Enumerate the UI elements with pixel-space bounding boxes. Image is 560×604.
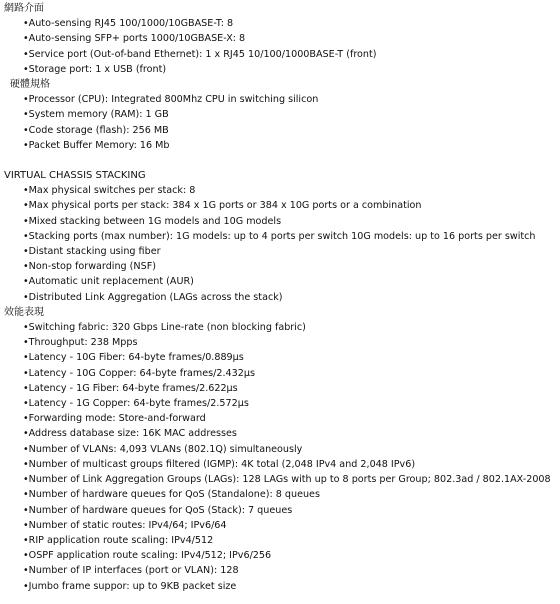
spec-item: •RIP application route scaling: IPv4/512 — [23, 534, 214, 546]
spec-item: •Stacking ports (max number): 1G models: up to 4 ports per switch 10G models: up to 16 ports per switch — [23, 230, 536, 242]
spec-item: •Latency - 1G Fiber: 64-byte frames/2.622µs — [23, 382, 238, 394]
spec-item: •Code storage (flash): 256 MB — [23, 124, 169, 136]
spec-item: •Jumbo frame suppor: up to 9KB packet size — [23, 580, 237, 592]
spec-item: •Non-stop forwarding (NSF) — [23, 261, 156, 273]
spec-item: •Packet Buffer Memory: 16 Mb — [23, 139, 170, 151]
spec-item: •Number of hardware queues for QoS (Standalone): 8 queues — [23, 489, 320, 501]
spec-item: •Service port (Out-of-band Ethernet): 1 x RJ45 10/100/1000BASE-T (front) — [23, 48, 377, 60]
spec-item: •Address database size: 16K MAC addresses — [23, 428, 237, 440]
spec-item: •Auto-sensing SFP+ ports 1000/10GBASE-X: 8 — [23, 33, 246, 45]
spec-item: •Forwarding mode: Store-and-forward — [23, 413, 206, 425]
section-heading-hardware: 硬體規格 — [10, 79, 50, 91]
spec-item: •Number of VLANs: 4,093 VLANs (802.1Q) simultaneously — [23, 443, 303, 455]
spec-item: •Max physical switches per stack: 8 — [23, 185, 196, 197]
section-spacer — [4, 153, 556, 168]
spec-item: •Number of IP interfaces (port or VLAN): 128 — [23, 565, 239, 577]
spec-item: •Switching fabric: 320 Gbps Line-rate (non blocking fabric) — [23, 322, 306, 334]
spec-item: •Number of multicast groups filtered (IGMP): 4K total (2,048 IPv4 and 2,048 IPv6) — [23, 458, 416, 470]
section-heading-network-interfaces: 網路介面 — [4, 3, 44, 14]
spec-item: •OSPF application route scaling: IPv4/512; IPv6/256 — [23, 550, 272, 562]
section-heading-performance: 效能表現 — [4, 306, 44, 318]
spec-item: •System memory (RAM): 1 GB — [23, 109, 169, 121]
spec-item: •Automatic unit replacement (AUR) — [23, 276, 194, 288]
spec-item: •Throughput: 238 Mpps — [23, 337, 138, 349]
spec-item: •Processor (CPU): Integrated 800Mhz CPU in switching silicon — [23, 94, 319, 106]
spec-item: •Number of static routes: IPv4/64; IPv6/64 — [23, 519, 227, 531]
section-heading-virtual-chassis-stacking: VIRTUAL CHASSIS STACKING — [4, 170, 146, 182]
spec-item: •Auto-sensing RJ45 100/1000/10GBASE-T: 8 — [23, 18, 234, 30]
spec-item: •Distributed Link Aggregation (LAGs across the stack) — [23, 291, 283, 303]
spec-item: •Latency - 10G Copper: 64-byte frames/2.432µs — [23, 367, 255, 379]
spec-item: •Storage port: 1 x USB (front) — [23, 63, 167, 75]
spec-item: •Number of hardware queues for QoS (Stack): 7 queues — [23, 504, 293, 516]
spec-item: •Max physical ports per stack: 384 x 1G ports or 384 x 10G ports or a combination — [23, 200, 422, 212]
spec-item: •Latency - 10G Fiber: 64-byte frames/0.889µs — [23, 352, 244, 364]
spec-item: •Number of Link Aggregation Groups (LAGs): 128 LAGs with up to 8 ports per Group; 802.3ad / 802.1AX-2008 — [23, 474, 551, 486]
spec-item: •Latency - 1G Copper: 64-byte frames/2.572µs — [23, 398, 249, 410]
spec-item: •Distant stacking using fiber — [23, 246, 161, 258]
spec-item: •Mixed stacking between 1G models and 10G models — [23, 215, 282, 227]
